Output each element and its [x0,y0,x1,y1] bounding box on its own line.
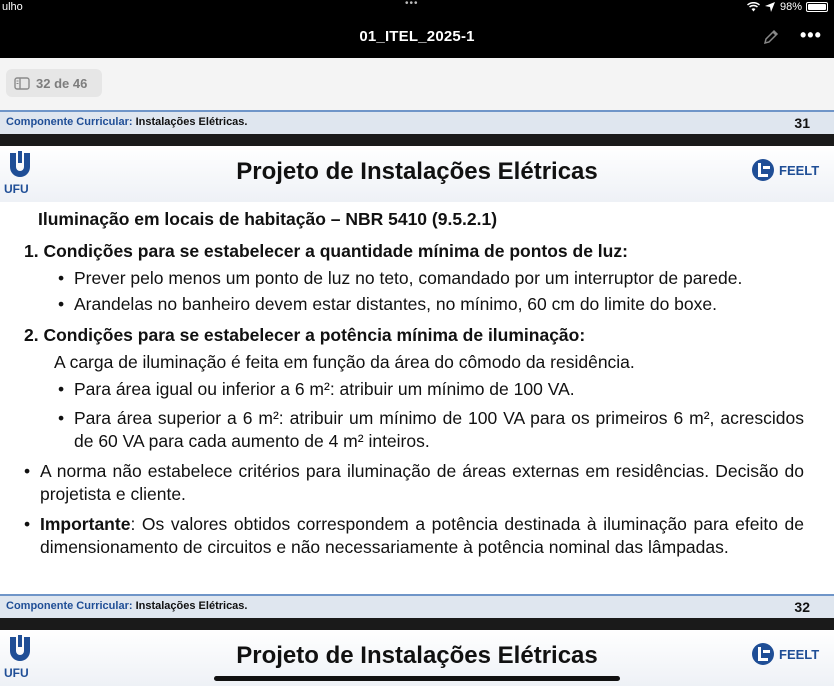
slide-title: Projeto de Instalações Elétricas [236,158,598,185]
feelt-logo-text: FEELT [779,162,820,178]
bullet-text: Arandelas no banheiro devem estar distantes, no mínimo, 60 cm do limite do boxe. [74,294,717,314]
slide-footer-31 [0,110,834,134]
note-text [24,513,804,559]
feelt-logo [750,642,819,666]
status-right [747,1,828,13]
location-icon [764,2,776,12]
feelt-logo-icon [750,158,776,182]
more-options-icon[interactable]: ••• [800,25,822,45]
wifi-icon [747,2,760,12]
sidebar-icon [14,77,30,90]
section-2-bullet [58,378,808,401]
carrier-label: ulho [2,1,23,13]
footer-label-rest: Instalações Elétricas. [135,116,248,128]
status-bar [0,0,834,16]
bullet-glyph: • [58,268,65,288]
note-bold-label: Importante [40,514,131,534]
pencil-icon[interactable] [762,28,780,46]
home-indicator[interactable] [214,676,620,681]
feelt-logo [750,158,819,182]
slide-32 [0,146,834,594]
footer-page-number: 32 [794,599,810,615]
footer-label [6,600,247,612]
note-text: A norma não estabelece critérios para iluminação de áreas externas em residências. Decisão do projetista e cliente. [40,461,804,504]
feelt-logo-icon [750,642,776,666]
footer-page-number: 31 [794,115,810,131]
multitasking-dots-icon[interactable]: ••• [405,0,419,9]
bullet-glyph: • [58,294,65,314]
note-item [24,460,804,506]
section-2-heading: 2. Condições para se estabelecer a potência mínima de iluminação: [24,325,586,345]
bullet-glyph: • [24,461,31,481]
document-title-bar [0,16,834,58]
note-item-important [24,513,804,559]
document-title: 01_ITEL_2025-1 [359,28,475,45]
section-1-bullet [58,267,808,290]
ufu-logo-text: UFU [4,666,29,680]
footer-label [6,116,247,128]
slide-header [0,146,834,202]
page-separator [0,134,834,146]
battery-icon [806,2,828,12]
slide-subtitle: Iluminação em locais de habitação – NBR 5410 (9.5.2.1) [38,209,498,229]
battery-percent: 98% [779,1,802,13]
bullet-glyph: • [24,514,31,534]
bullet-text: Prever pelo menos um ponto de luz no teto, comandado por um interruptor de parede. [74,268,743,288]
section-2-bullet [58,407,804,453]
footer-label-bold: Componente Curricular: [6,116,133,128]
section-1-bullet [58,293,808,316]
footer-label-bold: Componente Curricular: [6,600,133,612]
bullet-text: Para área superior a 6 m²: atribuir um mínimo de 100 VA para os primeiros 6 m², acrescidos de 60 VA para cada aumento de 4 m² inteiros. [74,408,804,451]
page-separator [0,618,834,630]
bullet-glyph: • [58,379,65,399]
note-body: : Os valores obtidos correspondem a potência destinada à iluminação para efeito de dimensionamento de circuitos e não necessariamente à potência nominal das lâmpadas. [40,514,804,557]
page-indicator[interactable] [6,69,102,97]
pdf-viewer[interactable] [0,58,834,686]
feelt-logo-text: FEELT [779,646,820,662]
section-1-heading: 1. Condições para se estabelecer a quantidade mínima de pontos de luz: [24,241,628,261]
page-indicator-label: 32 de 46 [36,75,88,91]
slide-footer-32 [0,594,834,618]
section-2-intro: A carga de iluminação é feita em função da área do cômodo da residência. [54,352,635,372]
bullet-text: Para área igual ou inferior a 6 m²: atribuir um mínimo de 100 VA. [74,379,575,399]
slide-title: Projeto de Instalações Elétricas [236,642,598,669]
ufu-logo-text: UFU [4,182,29,196]
footer-label-rest: Instalações Elétricas. [135,600,248,612]
bullet-glyph: • [58,408,65,428]
